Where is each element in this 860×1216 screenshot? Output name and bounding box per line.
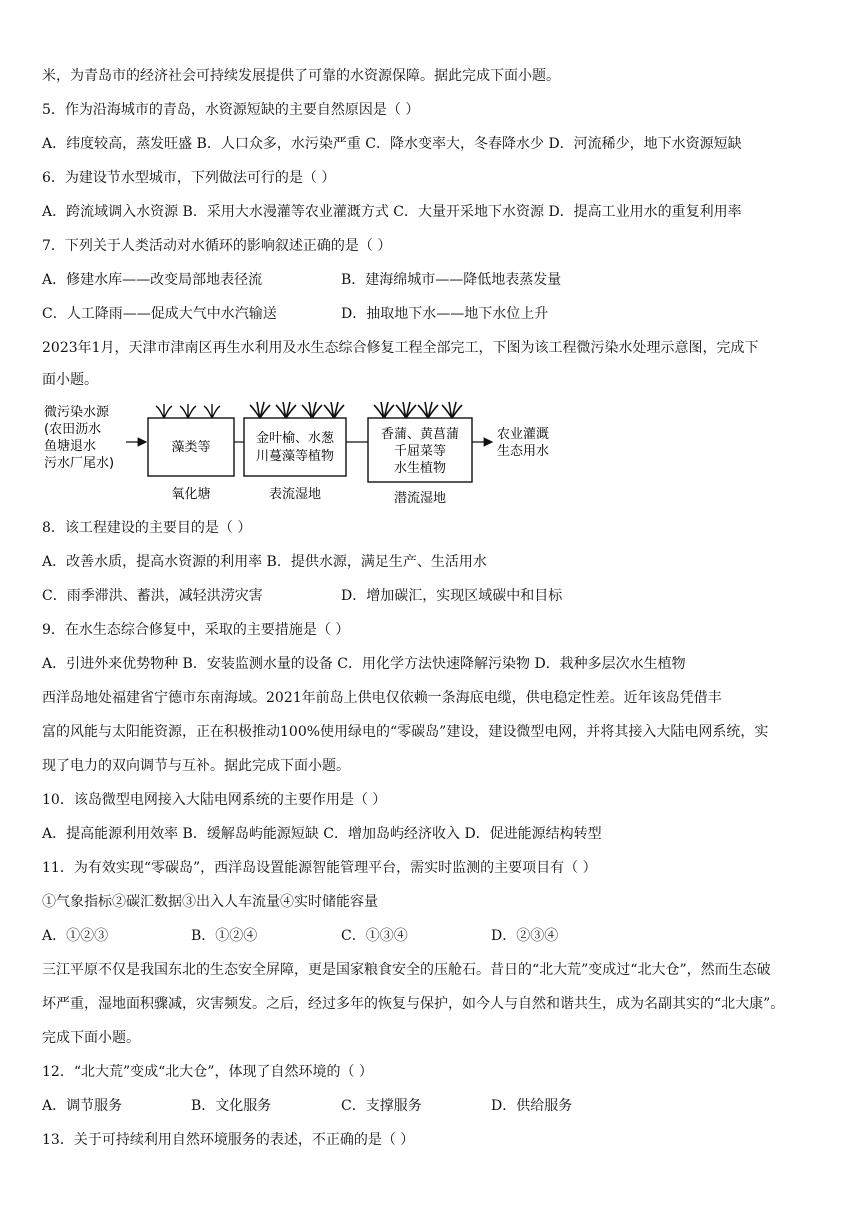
question-9-options: A．引进外来优势物种 B．安装监测水量的设备 C．用化学方法快速降解污染物 D．栽种多层次水生植物 xyxy=(42,656,686,672)
question-5-options: A．纬度较高，蒸发旺盛 B．人口众多，水污染严重 C．降水变率大，冬春降水少 D．河流稀少，地下水资源短缺 xyxy=(42,136,742,152)
source-line: 污水厂尾水) xyxy=(44,456,115,471)
box1-label: 氧化塘 xyxy=(171,487,211,502)
question-10: 10．该岛微型电网接入大陆电网系统的主要作用是（ ） xyxy=(42,792,387,808)
question-7-option-a: A．修建水库——改变局部地表径流 xyxy=(42,272,263,288)
box1-text: 藻类等 xyxy=(171,440,211,455)
source-line: 鱼塘退水 xyxy=(44,439,97,454)
box2-label: 表流湿地 xyxy=(268,487,322,502)
question-11-option-c: C．①③④ xyxy=(341,928,408,944)
question-12-option-d: D．供给服务 xyxy=(491,1098,573,1114)
passage-xiyang-cont: 现了电力的双向调节与互补。据此完成下面小题。 xyxy=(42,758,350,774)
box2-text: 金叶榆、水葱 xyxy=(255,431,335,446)
question-12: 12．“北大荒”变成“北大仓”，体现了自然环境的（ ） xyxy=(42,1064,373,1080)
box3-text: 香蒲、黄菖蒲 xyxy=(380,427,460,442)
box2-text: 川蔓藻等植物 xyxy=(255,449,335,464)
question-6-options: A．跨流域调入水资源 B．采用大水漫灌等农业灌溉方式 C．大量开采地下水资源 D．提高工业用水的重复利用率 xyxy=(42,204,742,220)
passage-xiyang: 西洋岛地处福建省宁德市东南海域。2021年前岛上供电仅依赖一条海底电缆，供电稳定性差。近年该岛凭借丰 xyxy=(42,690,722,706)
surface-wetland-box xyxy=(244,418,346,476)
question-5: 5．作为沿海城市的青岛，水资源短缺的主要自然原因是（ ） xyxy=(42,102,420,118)
question-11: 11．为有效实现“零碳岛”，西洋岛设置能源智能管理平台，需实时监测的主要项目有（ ） xyxy=(42,860,597,876)
question-11-option-a: A．①②③ xyxy=(42,928,109,944)
question-10-options: A．提高能源利用效率 B．缓解岛屿能源短缺 C．增加岛屿经济收入 D．促进能源结构转型 xyxy=(42,826,602,842)
water-treatment-diagram xyxy=(42,398,562,510)
question-11-items: ①气象指标②碳汇数据③出入人车流量④实时储能容量 xyxy=(42,894,378,910)
source-line: (农田沥水 xyxy=(44,422,102,437)
passage-tianjin: 2023年1月，天津市津南区再生水利用及水生态综合修复工程全部完工，下图为该工程微污染水处理示意图，完成下 xyxy=(42,340,759,356)
question-8-option-c: C．雨季滞洪、蓄洪，减轻洪涝灾害 xyxy=(42,588,263,604)
output-line: 生态用水 xyxy=(497,444,550,459)
passage-tianjin-cont: 面小题。 xyxy=(42,372,98,388)
question-11-option-b: B．①②④ xyxy=(191,928,258,944)
question-7-option-d: D．抽取地下水——地下水位上升 xyxy=(341,306,549,322)
question-9: 9．在水生态综合修复中，采取的主要措施是（ ） xyxy=(42,622,350,638)
question-8-option-d: D．增加碳汇，实现区域碳中和目标 xyxy=(341,588,563,604)
question-12-option-a: A．调节服务 xyxy=(42,1098,123,1114)
question-12-option-b: B．文化服务 xyxy=(191,1098,272,1114)
output-line: 农业灌溉 xyxy=(497,427,550,442)
question-8: 8．该工程建设的主要目的是（ ） xyxy=(42,520,252,536)
source-line: 微污染水源 xyxy=(44,405,110,420)
passage-xiyang-cont: 富的风能与太阳能资源，正在积极推动100%使用绿电的“零碳岛”建设，建设微型电网，并将其接入大陆电网系统，实 xyxy=(42,724,769,740)
question-6: 6．为建设节水型城市，下列做法可行的是（ ） xyxy=(42,170,336,186)
passage-sanjiang-cont: 坏严重，湿地面积骤减，灾害频发。之后，经过多年的恢复与保护，如今人与自然和谐共生，成为名副其实的“北大康”。 xyxy=(42,996,785,1012)
passage-sanjiang: 三江平原不仅是我国东北的生态安全屏障，更是国家粮食安全的压舱石。昔日的“北大荒”变成过“北大仓”，然而生态破 xyxy=(42,962,771,978)
passage-sanjiang-cont: 完成下面小题。 xyxy=(42,1030,140,1046)
question-7-option-b: B．建海绵城市——降低地表蒸发量 xyxy=(341,272,562,288)
text-line: 米，为青岛市的经济社会可持续发展提供了可靠的水资源保障。据此完成下面小题。 xyxy=(42,68,560,84)
question-13: 13．关于可持续利用自然环境服务的表述，不正确的是（ ） xyxy=(42,1132,415,1148)
box3-text: 千屈菜等 xyxy=(393,444,447,459)
question-7-option-c: C．人工降雨——促成大气中水汽输送 xyxy=(42,306,277,322)
question-8-options-ab: A．改善水质，提高水资源的利用率 B．提供水源，满足生产、生活用水 xyxy=(42,554,487,570)
question-7: 7．下列关于人类活动对水循环的影响叙述正确的是（ ） xyxy=(42,238,392,254)
box3-text: 水生植物 xyxy=(393,461,447,476)
box3-label: 潜流湿地 xyxy=(393,491,447,506)
question-11-option-d: D．②③④ xyxy=(491,928,559,944)
question-12-option-c: C．支撑服务 xyxy=(341,1098,422,1114)
